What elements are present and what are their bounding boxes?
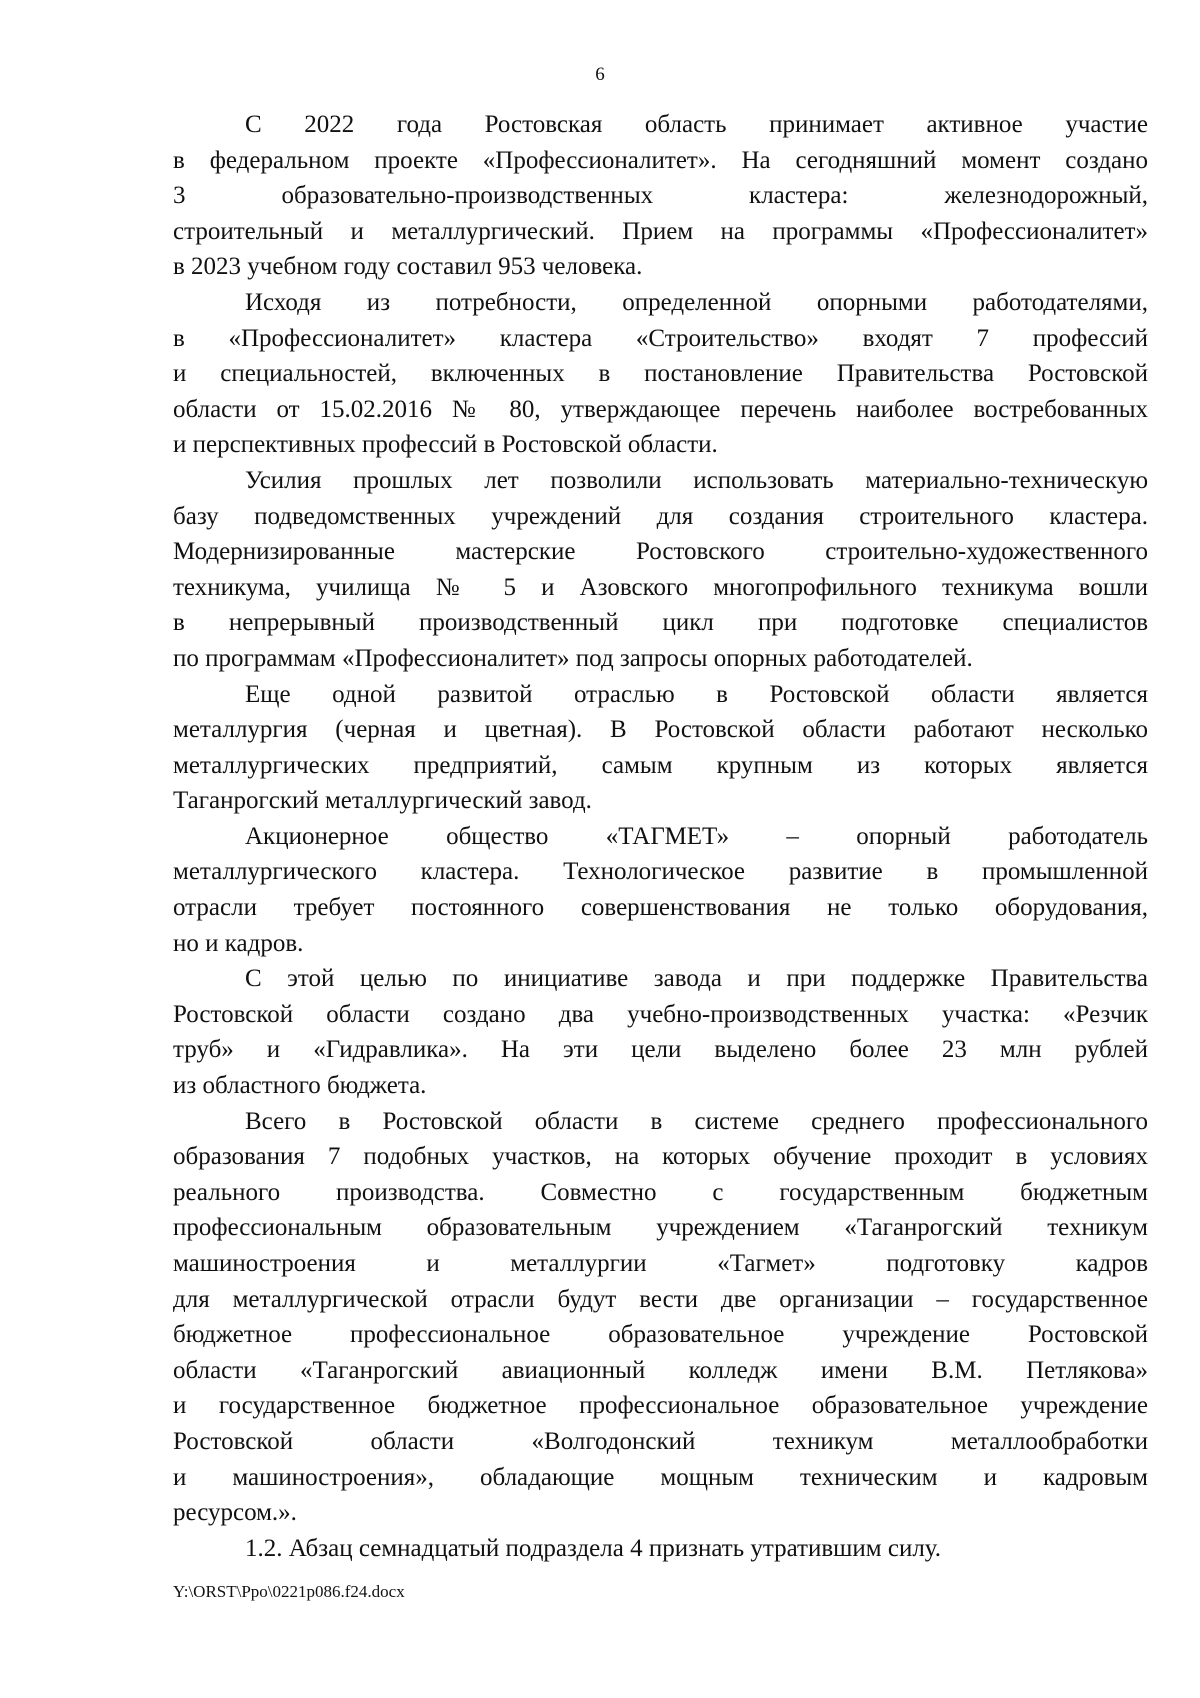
text-line: машиностроения и металлургии «Тагмет» подготовку кадров: [173, 1250, 1148, 1277]
text-line: Еще одной развитой отраслью в Ростовской области является: [245, 680, 1148, 708]
text-line: в 2023 учебном году составил 953 человека.: [173, 253, 643, 281]
file-path-footer: Y:\ORST\Ppo\0221p086.f24.docx: [173, 1582, 405, 1601]
text-line: образования 7 подобных участков, на которых обучение проходит в условиях: [173, 1143, 1148, 1171]
paragraph: [173, 285, 1148, 463]
text-line: ресурсом.».: [173, 1499, 297, 1527]
text-line: бюджетное профессиональное образовательное учреждение Ростовской: [173, 1321, 1148, 1349]
text-line: области «Таганрогский авиационный колледж имени В.М. Петлякова»: [173, 1356, 1148, 1384]
text-line: по программам «Профессионалитет» под запросы опорных работодателей.: [173, 644, 973, 672]
text-line: Акционерное общество «ТАГМЕТ» – опорный работодатель: [245, 822, 1148, 850]
text-line: отрасли требует постоянного совершенствования не только оборудования,: [173, 894, 1148, 922]
text-line: области от 15.02.2016 № 80, утверждающее перечень наиболее востребованных: [173, 395, 1148, 423]
text-line: в «Профессионалитет» кластера «Строительство» входят 7 профессий: [173, 324, 1148, 352]
text-line: 1.2. Абзац семнадцатый подраздела 4 признать утратившим силу.: [245, 1534, 942, 1562]
document-body: [173, 107, 1148, 1566]
text-line: С 2022 года Ростовская область принимает активное участие: [245, 111, 1148, 138]
text-line: Модернизированные мастерские Ростовского строительно-художественного: [173, 538, 1148, 566]
text-line: Усилия прошлых лет позволили использовать материально-техническую: [245, 466, 1148, 494]
text-line: С этой целью по инициативе завода и при поддержке Правительства: [245, 965, 1148, 993]
text-line: базу подведомственных учреждений для создания строительного кластера.: [173, 502, 1148, 530]
paragraph: [173, 463, 1148, 677]
text-line: техникума, училища № 5 и Азовского многопрофильного техникума вошли: [173, 573, 1148, 601]
page-number: 6: [595, 64, 605, 85]
text-line: Ростовской области «Волгодонский техникум металлообработки: [173, 1427, 1148, 1455]
text-line: для металлургической отрасли будут вести две организации – государственное: [173, 1285, 1148, 1313]
text-line: но и кадров.: [173, 929, 304, 957]
text-line: и специальностей, включенных в постановление Правительства Ростовской: [173, 360, 1148, 388]
paragraph: [173, 677, 1148, 819]
text-line: труб» и «Гидравлика». На эти цели выделено более 23 млн рублей: [173, 1036, 1148, 1064]
text-line: и государственное бюджетное профессиональное образовательное учреждение: [173, 1392, 1148, 1420]
text-line: профессиональным образовательным учреждением «Таганрогский техникум: [173, 1214, 1148, 1242]
text-line: из областного бюджета.: [173, 1072, 427, 1100]
paragraph: [173, 1531, 1148, 1567]
text-line: реального производства. Совместно с государственным бюджетным: [173, 1178, 1148, 1206]
text-line: и перспективных профессий в Ростовской области.: [173, 431, 718, 459]
paragraph: [173, 819, 1148, 961]
text-line: и машиностроения», обладающие мощным техническим и кадровым: [173, 1463, 1148, 1491]
text-line: строительный и металлургический. Прием на программы «Профессионалитет»: [173, 217, 1148, 245]
text-line: 3 образовательно-производственных кластера: железнодорожный,: [173, 182, 1148, 210]
text-line: Ростовской области создано два учебно-производственных участка: «Резчик: [173, 1000, 1148, 1028]
paragraph: [173, 107, 1148, 285]
text-line: металлургических предприятий, самым крупным из которых является: [173, 751, 1148, 779]
text-line: металлургия (черная и цветная). В Ростовской области работают несколько: [173, 716, 1148, 744]
text-line: металлургического кластера. Технологическое развитие в промышленной: [173, 858, 1148, 886]
paragraph: [173, 1104, 1148, 1531]
text-line: Всего в Ростовской области в системе среднего профессионального: [245, 1107, 1148, 1135]
text-line: в федеральном проекте «Профессионалитет». На сегодняшний момент создано: [173, 146, 1148, 174]
text-line: в непрерывный производственный цикл при подготовке специалистов: [173, 609, 1148, 637]
paragraph: [173, 961, 1148, 1103]
text-line: Таганрогский металлургический завод.: [173, 787, 592, 815]
text-line: Исходя из потребности, определенной опорными работодателями,: [245, 288, 1148, 316]
